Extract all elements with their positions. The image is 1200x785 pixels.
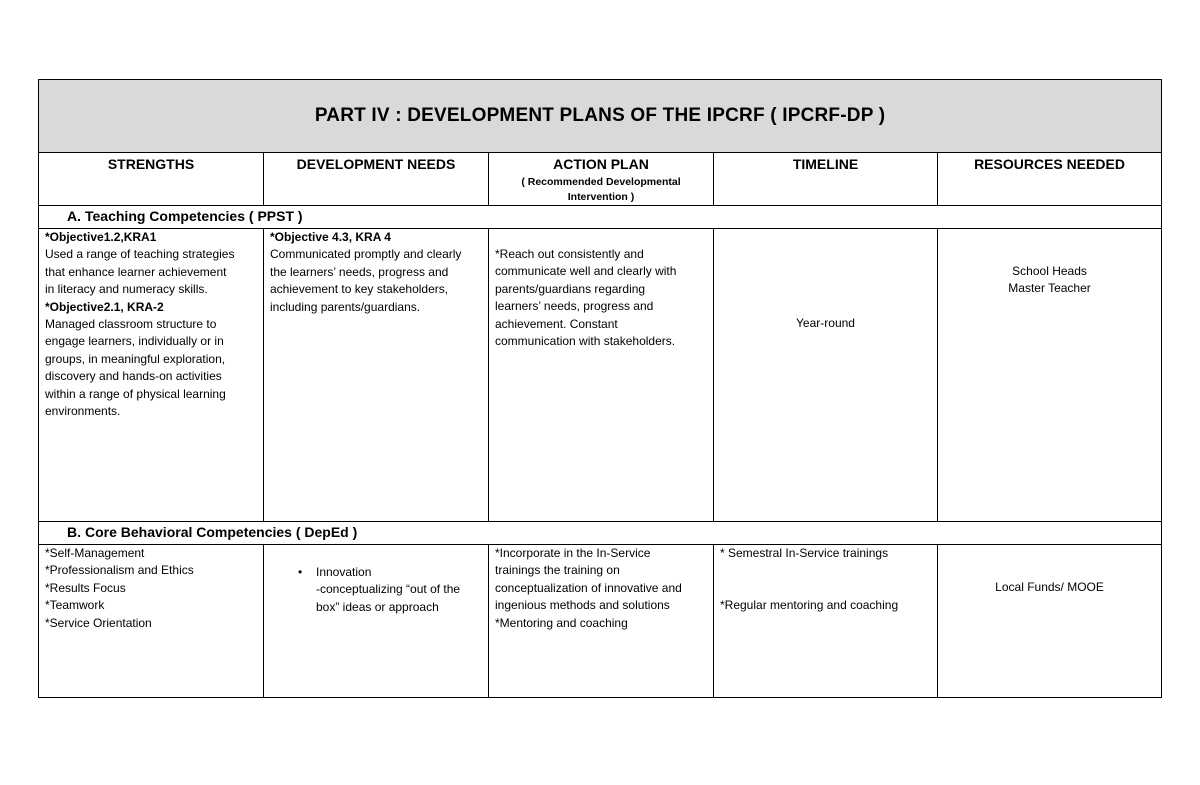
section-b-ap-line: conceptualization of innovative and — [495, 580, 682, 595]
section-b-strengths — [39, 545, 264, 698]
section-a-strengths — [39, 229, 264, 522]
ipcrf-dp-table — [38, 79, 1162, 698]
section-a-obj2-line: within a range of physical learning — [45, 386, 226, 401]
section-a-resource-item: Master Teacher — [1008, 281, 1091, 296]
section-a-timeline-value: Year-round — [796, 316, 855, 330]
section-a-ap-line: *Reach out consistently and — [495, 247, 644, 261]
section-b-ap-line: *Mentoring and coaching — [495, 615, 628, 630]
section-a-obj2-label: *Objective2.1, KRA-2 — [45, 299, 164, 314]
section-b-strength-item: *Professionalism and Ethics — [45, 563, 194, 578]
header-development-needs-label: DEVELOPMENT NEEDS — [296, 156, 456, 172]
section-b-timeline-line: * Semestral In-Service trainings — [720, 546, 889, 560]
section-a-row — [39, 229, 1162, 522]
section-b-action-plan — [489, 545, 714, 698]
section-a-timeline — [714, 229, 938, 522]
section-a-obj2-line: engage learners, individually or in — [45, 334, 224, 349]
section-a-heading — [39, 206, 1162, 229]
section-a-dn-line: the learners’ needs, progress and — [270, 264, 449, 279]
section-b-resource-value: Local Funds/ MOOE — [995, 580, 1104, 594]
section-b-title: Core Behavioral Competencies ( DepEd ) — [85, 524, 358, 541]
section-a-dn-line: including parents/guardians. — [270, 299, 421, 314]
section-a-dn-line: achievement to key stakeholders, — [270, 282, 449, 297]
section-b-heading — [39, 522, 1162, 545]
section-a-ap-line: learners’ needs, progress and — [495, 299, 654, 314]
header-strengths — [39, 153, 264, 206]
section-b-dn-line: -conceptualizing “out of the — [316, 582, 461, 597]
header-resources-needed — [938, 153, 1162, 206]
spacer — [495, 229, 707, 246]
section-a-resource-item: School Heads — [1012, 264, 1087, 278]
header-resources-needed-label: RESOURCES NEEDED — [974, 156, 1125, 172]
header-row — [39, 153, 1162, 206]
section-a-ap-line: communication with stakeholders. — [495, 334, 676, 349]
section-a-development-needs — [264, 229, 489, 522]
header-development-needs — [264, 153, 489, 206]
section-a-obj1-line: that enhance learner achievement — [45, 264, 227, 279]
section-a-letter: A. — [67, 208, 81, 225]
section-b-dn-line: box” ideas or approach — [316, 599, 439, 614]
header-timeline-label: TIMELINE — [792, 156, 859, 172]
section-a-obj2-line: environments. — [45, 404, 121, 419]
section-a-ap-line: communicate well and clearly with — [495, 264, 677, 279]
section-b-resources — [938, 545, 1162, 698]
section-a-obj1-line: in literacy and numeracy skills. — [45, 282, 208, 297]
section-b-development-needs — [264, 545, 489, 698]
section-b-ap-line: trainings the training on — [495, 563, 620, 578]
section-b-row — [39, 545, 1162, 698]
section-b-dn-bullet-item — [270, 545, 482, 616]
header-action-plan — [489, 153, 714, 206]
section-b-ap-line: ingenious methods and solutions — [495, 598, 670, 613]
section-b-timeline — [714, 545, 938, 698]
spacer — [720, 562, 931, 597]
section-a-title: Teaching Competencies ( PPST ) — [85, 208, 303, 225]
section-a-obj2-line: groups, in meaningful exploration, — [45, 351, 226, 366]
header-action-plan-label: ACTION PLAN — [553, 156, 649, 172]
section-a-obj2-line: Managed classroom structure to — [45, 317, 217, 332]
section-b-strength-item: *Service Orientation — [45, 615, 152, 630]
section-b-strength-item: *Self-Management — [45, 546, 145, 560]
section-a-action-plan — [489, 229, 714, 522]
section-a-obj1-line: Used a range of teaching strategies — [45, 247, 235, 262]
header-timeline — [714, 153, 938, 206]
section-b-dn-line: Innovation — [316, 565, 372, 579]
bullet-icon: • — [298, 565, 303, 579]
header-action-plan-sub-2: Intervention ) — [567, 191, 635, 203]
section-a-obj2-line: discovery and hands-on activities — [45, 369, 222, 384]
section-a-dn-label: *Objective 4.3, KRA 4 — [270, 230, 391, 244]
header-action-plan-sub-1: ( Recommended Developmental — [521, 176, 681, 188]
section-b-strength-item: *Teamwork — [45, 598, 105, 613]
section-b-ap-line: *Incorporate in the In-Service — [495, 546, 651, 560]
section-a-resources — [938, 229, 1162, 522]
section-b-timeline-line: *Regular mentoring and coaching — [720, 598, 899, 613]
section-a-dn-line: Communicated promptly and clearly — [270, 247, 462, 262]
section-a-ap-line: parents/guardians regarding — [495, 281, 646, 296]
section-a-ap-line: achievement. Constant — [495, 316, 618, 331]
section-a-obj1-label: *Objective1.2,KRA1 — [45, 230, 157, 244]
section-b-letter: B. — [67, 524, 81, 541]
page-title: PART IV : DEVELOPMENT PLANS OF THE IPCRF ( IPCRF-DP ) — [39, 80, 1162, 153]
section-b-strength-item: *Results Focus — [45, 580, 126, 595]
header-strengths-label: STRENGTHS — [107, 156, 195, 172]
